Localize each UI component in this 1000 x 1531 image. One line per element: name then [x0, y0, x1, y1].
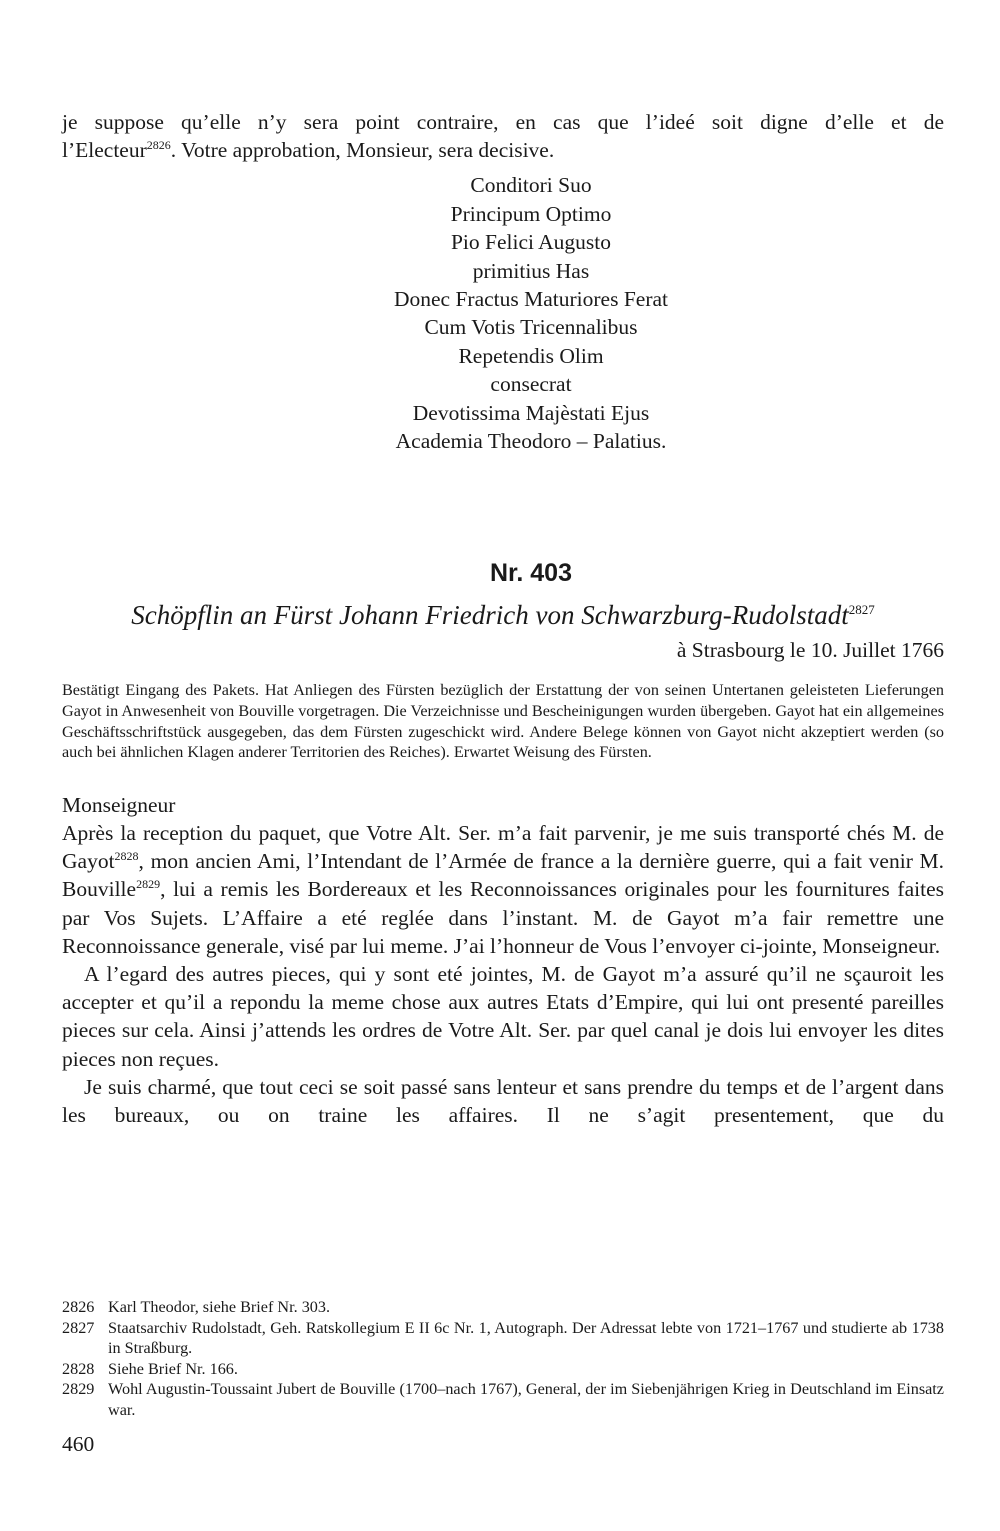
footnote-ref-2826: 2826 [146, 138, 171, 153]
footnote [62, 1359, 944, 1380]
inscription-line: Principum Optimo [450, 201, 612, 226]
footnote-text: Staatsarchiv Rudolstadt, Geh. Ratskollegium E II 6c Nr. 1, Autograph. Der Adressat lebte von 1721–1767 und studierte ab 1738 in Straßburg. [108, 1318, 944, 1358]
page-body [62, 108, 944, 1129]
paragraph-3: Je suis charmé, que tout ceci se soit passé sans lenteur et sans prendre du temps et de l’argent dans les bureaux, ou on traine les affaires. Il ne s’agit presentement, que du [62, 1074, 944, 1128]
salutation: Monseigneur [62, 792, 176, 817]
footnote-number: 2828 [62, 1359, 95, 1378]
footnote-ref-2827: 2827 [848, 602, 875, 618]
letter-title [62, 598, 944, 632]
letter-summary: Bestätigt Eingang des Pakets. Hat Anliegen des Fürsten bezüglich der Erstattung der von seinen Untertanen geleisteten Lieferungen Gayot in Anwesenheit von Bouville vorgetragen. Die Verzeichnisse und Bescheinigungen wurden übergeben. Gayot hat ein allgemeines Geschäftsschriftstück ausgegeben, das dem Fürsten zugeschickt wird. Andere Belege können von Gayot nicht akzeptiert werden (so auch bei ähnlichen Klagen anderer Territorien des Reiches). Erwartet Weisung des Fürsten. [62, 681, 944, 762]
inscription-line: primitius Has [472, 258, 590, 283]
footnote-number: 2827 [62, 1318, 95, 1337]
inscription-line: Academia Theodoro – Palatius. [395, 429, 667, 454]
dedication-inscription [62, 171, 944, 455]
inscription-line: Repetendis Olim [458, 343, 604, 368]
footnote-ref-2828: 2828 [114, 849, 139, 864]
paragraph-1 [62, 819, 944, 960]
footnotes [62, 1297, 944, 1421]
footnote-ref-2829: 2829 [136, 877, 161, 892]
footnote [62, 1297, 944, 1318]
footnote-text: Karl Theodor, siehe Brief Nr. 303. [108, 1298, 331, 1316]
page-number: 460 [62, 1432, 95, 1456]
opening-line-2 [62, 136, 944, 164]
opening-text-start: l’Electeur [62, 138, 147, 163]
letter-number: Nr. 403 [489, 559, 572, 588]
footnote-text: Wohl Augustin-Toussaint Jubert de Bouville (1700–nach 1767), General, der im Siebenjährigen Krieg in Deutschland im Einsatz war. [108, 1380, 944, 1419]
inscription-line: Cum Votis Tricennalibus [424, 315, 638, 340]
footnote [62, 1318, 944, 1359]
place-and-date: à Strasbourg le 10. Juillet 1766 [676, 638, 944, 663]
opening-line-1: je suppose qu’elle n’y sera point contraire, en cas que l’ideé soit digne d’elle et de [62, 110, 944, 134]
inscription-line: Conditori Suo [470, 173, 592, 198]
inscription-line: Devotissima Majèstati Ejus [412, 400, 650, 425]
footnote-number: 2826 [62, 1298, 95, 1316]
letter-title-text: Schöpflin an Fürst Johann Friedrich von Schwarzburg-Rudolstadt [131, 600, 849, 631]
footnote [62, 1379, 944, 1420]
footnote-number: 2829 [62, 1380, 95, 1399]
paragraph-1-part-1: Après la reception du paquet, que Votre Alt. Ser. m’a fait parvenir, je me suis transporté chés M. de Gayot [62, 821, 944, 874]
footnote-text: Siehe Brief Nr. 166. [108, 1359, 238, 1378]
paragraph-1-part-2: , mon ancien Ami, l’Intendant de l’Armée de france a la dernière guerre, qui a fait venir M. Bouville [62, 849, 944, 902]
paragraph-2: A l’egard des autres pieces, qui y sont eté jointes, M. de Gayot m’a assuré qu’il ne sçauroit les accepter et qu’il a repondu la meme chose aux autres Etats d’Empire, qui lui ont presenté pareilles pieces sur cela. Ainsi j’attends les ordres de Votre Alt. Ser. par quel canal je dois lui envoyer les dites pieces non reçues. [62, 962, 944, 1071]
paragraph-1-part-3: , lui a remis les Bordereaux et les Reconnoissances originales pour les fournitures faites par Vos Sujets. L’Affaire a eté reglée dans l’instant. M. de Gayot m’a fair remettre une Reconnoissance generale, visé par lui meme. J’ai l’honneur de Vous l’envoyer ci-jointe, Monseigneur. [62, 877, 944, 958]
inscription-line: consecrat [490, 372, 572, 397]
inscription-line: Pio Felici Augusto [450, 230, 612, 255]
inscription-line: Donec Fractus Maturiores Ferat [393, 287, 669, 312]
opening-text-end: . Votre approbation, Monsieur, sera decisive. [170, 138, 555, 163]
